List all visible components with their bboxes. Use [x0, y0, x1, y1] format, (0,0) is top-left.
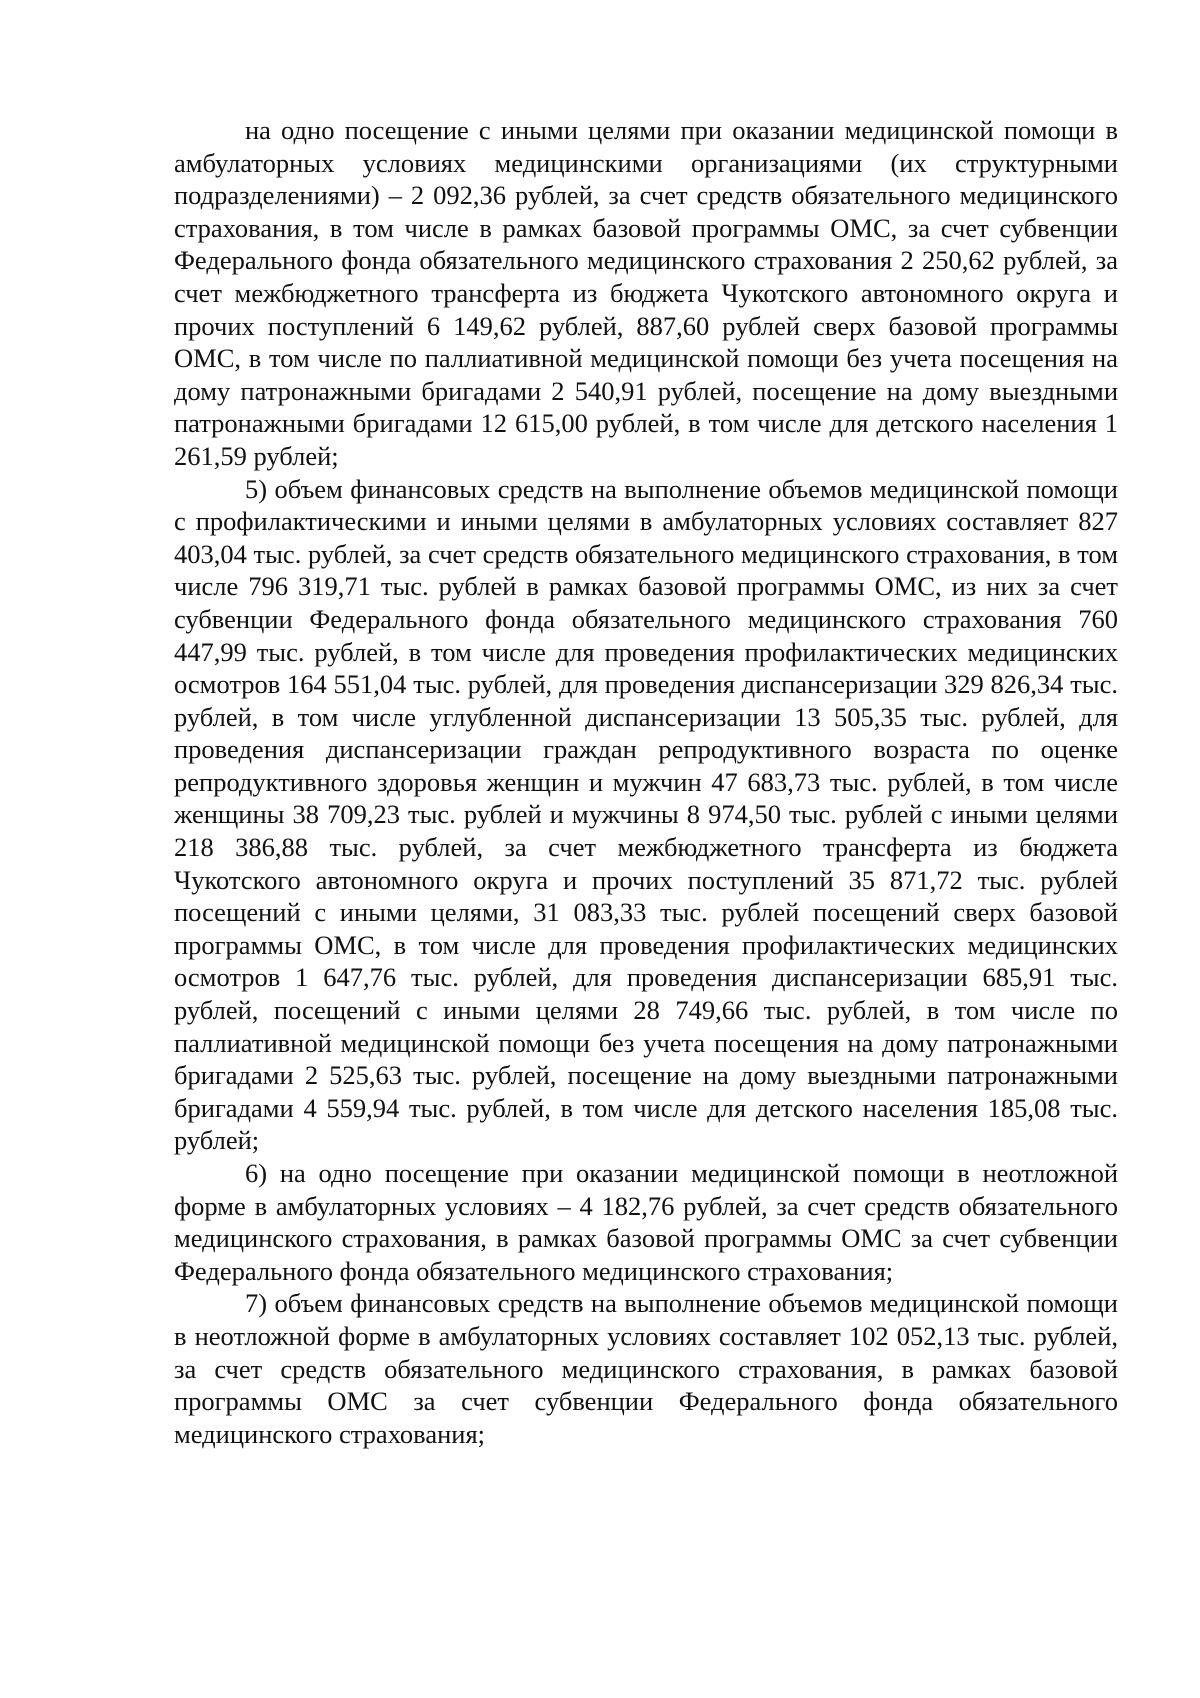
paragraph-item-5: 5) объем финансовых средств на выполнение объемов медицинской помощи с профилактическими и иными целями в амбулаторных условиях составляет 827 403,04 тыс. рублей, за счет средств обязательного медицинского страхования, в том числе 796 319,71 тыс. рублей в рамках базовой программы ОМС, из них за счет субвенции Федерального фонда обязательного медицинского страхования 760 447,99 тыс. рублей, в том числе для проведения профилактических медицинских осмотров 164 551,04 тыс. рублей, для проведения диспансеризации 329 826,34 тыс. рублей, в том числе углубленной диспансеризации 13 505,35 тыс. рублей, для проведения диспансеризации граждан репродуктивного возраста по оценке репродуктивного здоровья женщин и мужчин 47 683,73 тыс. рублей, в том числе женщины 38 709,23 тыс. рублей и мужчины 8 974,50 тыс. рублей с иными целями 218 386,88 тыс. рублей, за счет межбюджетного трансферта из бюджета Чукотского автономного округа и прочих поступлений 35 871,72 тыс. рублей посещений с иными целями, 31 083,33 тыс. рублей посещений сверх базовой программы ОМС, в том числе для проведения профилактических медицинских осмотров 1 647,76 тыс. рублей, для проведения диспансеризации 685,91 тыс. рублей, посещений с иными целями 28 749,66 тыс. рублей, в том числе по паллиативной медицинской помощи без учета посещения на дому патронажными бригадами 2 525,63 тыс. рублей, посещение на дому выездными патронажными бригадами 4 559,94 тыс. рублей, в том числе для детского населения 185,08 тыс. рублей;: [174, 473, 1118, 1156]
paragraph-item-6: 6) на одно посещение при оказании медицинской помощи в неотложной форме в амбулаторных условиях – 4 182,76 рублей, за счет средств обязательного медицинского страхования, в рамках базовой программы ОМС за счет субвенции Федерального фонда обязательного медицинского страхования;: [174, 1158, 1118, 1286]
document-body: [174, 114, 1118, 1450]
paragraph-item-7: 7) объем финансовых средств на выполнение объемов медицинской помощи в неотложной форме в амбулаторных условиях составляет 102 052,13 тыс. рублей, за счет средств обязательного медицинского страхования, в рамках базовой программы ОМС за счет субвенции Федерального фонда обязательного медицинского страхования;: [174, 1288, 1118, 1449]
paragraph-visit-other-purposes: на одно посещение с иными целями при оказании медицинской помощи в амбулаторных условиях медицинскими организациями (их структурными подразделениями) – 2 092,36 рублей, за счет средств обязательного медицинского страхования, в том числе в рамках базовой программы ОМС, за счет субвенции Федерального фонда обязательного медицинского страхования 2 250,62 рублей, за счет межбюджетного трансферта из бюджета Чукотского автономного округа и прочих поступлений 6 149,62 рублей, 887,60 рублей сверх базовой программы ОМС, в том числе по паллиативной медицинской помощи без учета посещения на дому патронажными бригадами 2 540,91 рублей, посещение на дому выездными патронажными бригадами 12 615,00 рублей, в том числе для детского населения 1 261,59 рублей;: [174, 115, 1118, 471]
